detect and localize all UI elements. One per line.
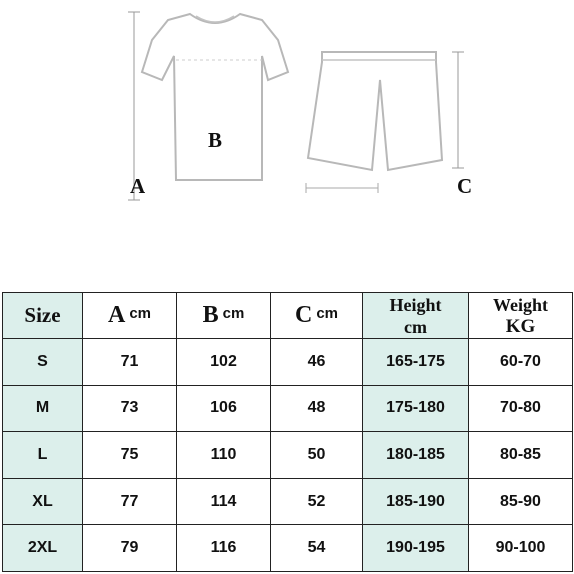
cell-c: 52 [271,478,363,525]
header-a: A cm [83,293,177,339]
cell-size: M [3,385,83,432]
header-size: Size [3,293,83,339]
cell-b: 106 [177,385,271,432]
cell-height: 180-185 [363,432,469,479]
cell-height: 190-195 [363,525,469,572]
size-chart-table [2,292,573,572]
cell-size: 2XL [3,525,83,572]
cell-weight: 70-80 [469,385,573,432]
cell-size: L [3,432,83,479]
cell-a: 71 [83,339,177,386]
cell-a: 73 [83,385,177,432]
cell-b: 102 [177,339,271,386]
label-b: B [208,128,223,152]
shorts-outline [308,52,442,170]
cell-size: XL [3,478,83,525]
measure-line-c [452,52,464,168]
header-c: C cm [271,293,363,339]
measure-line-waist [306,183,378,193]
garment-illustration [0,0,574,240]
cell-a: 77 [83,478,177,525]
measure-line-a [128,12,140,200]
tshirt-outline [142,14,288,180]
cell-b: 116 [177,525,271,572]
table-row [3,385,573,432]
cell-a: 79 [83,525,177,572]
header-weight: Weight KG [469,293,573,339]
header-b: B cm [177,293,271,339]
cell-b: 110 [177,432,271,479]
cell-weight: 85-90 [469,478,573,525]
cell-c: 48 [271,385,363,432]
label-a: A [130,174,146,198]
table-row [3,432,573,479]
cell-c: 46 [271,339,363,386]
label-c: C [457,174,473,198]
cell-size: S [3,339,83,386]
header-row [3,293,573,339]
table-row [3,478,573,525]
cell-height: 165-175 [363,339,469,386]
garment-drawing [0,0,574,240]
cell-c: 50 [271,432,363,479]
table-row [3,525,573,572]
table-row [3,339,573,386]
cell-weight: 90-100 [469,525,573,572]
cell-height: 175-180 [363,385,469,432]
cell-b: 114 [177,478,271,525]
cell-c: 54 [271,525,363,572]
cell-weight: 80-85 [469,432,573,479]
cell-height: 185-190 [363,478,469,525]
cell-weight: 60-70 [469,339,573,386]
header-height: Height cm [363,293,469,339]
cell-a: 75 [83,432,177,479]
